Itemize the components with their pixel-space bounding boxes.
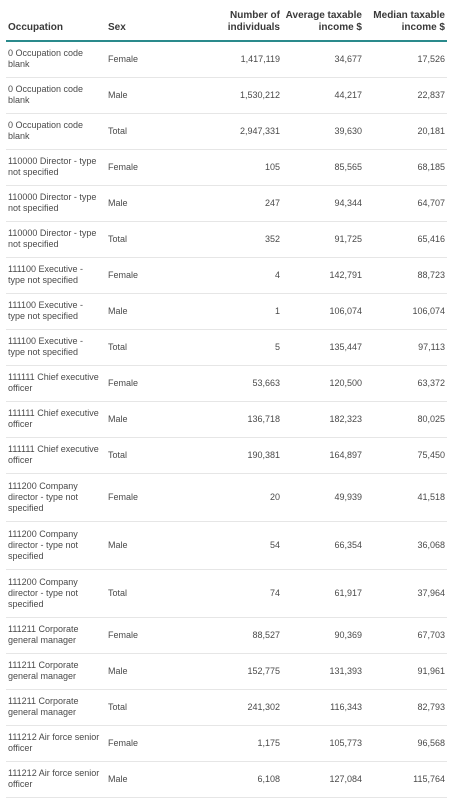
cell-median: 115,764 xyxy=(364,761,447,797)
cell-occupation: 111211 Corporate general manager xyxy=(6,689,106,725)
cell-sex: Female xyxy=(106,41,198,77)
cell-average: 90,369 xyxy=(282,617,364,653)
cell-number: 74 xyxy=(198,569,282,617)
cell-number: 88,527 xyxy=(198,617,282,653)
column-header-occupation[interactable]: Occupation xyxy=(6,0,106,41)
cell-occupation: 110000 Director - type not specified xyxy=(6,221,106,257)
cell-occupation: 111111 Chief executive officer xyxy=(6,401,106,437)
cell-number: 352 xyxy=(198,221,282,257)
cell-occupation: 111211 Corporate general manager xyxy=(6,653,106,689)
cell-occupation: 0 Occupation code blank xyxy=(6,113,106,149)
cell-number: 2,947,331 xyxy=(198,113,282,149)
table-row xyxy=(6,569,447,617)
cell-average: 182,323 xyxy=(282,401,364,437)
cell-occupation: 110000 Director - type not specified xyxy=(6,185,106,221)
table-row xyxy=(6,113,447,149)
cell-median: 67,703 xyxy=(364,617,447,653)
cell-sex: Male xyxy=(106,401,198,437)
cell-occupation: 111200 Company director - type not specified xyxy=(6,569,106,617)
cell-number: 1 xyxy=(198,293,282,329)
cell-median: 17,526 xyxy=(364,41,447,77)
cell-average: 116,343 xyxy=(282,689,364,725)
cell-occupation: 110000 Director - type not specified xyxy=(6,149,106,185)
table-row xyxy=(6,761,447,797)
cell-number: 4 xyxy=(198,257,282,293)
cell-median: 63,372 xyxy=(364,365,447,401)
cell-number: 1,530,212 xyxy=(198,77,282,113)
table-row xyxy=(6,365,447,401)
cell-sex: Total xyxy=(106,221,198,257)
table-row xyxy=(6,689,447,725)
table-row xyxy=(6,437,447,473)
table-row xyxy=(6,725,447,761)
cell-number: 20 xyxy=(198,473,282,521)
cell-sex: Male xyxy=(106,77,198,113)
cell-occupation: 111200 Company director - type not specified xyxy=(6,473,106,521)
cell-average: 91,725 xyxy=(282,221,364,257)
cell-average: 44,217 xyxy=(282,77,364,113)
cell-sex: Female xyxy=(106,365,198,401)
cell-occupation: 0 Occupation code blank xyxy=(6,41,106,77)
cell-sex: Female xyxy=(106,473,198,521)
cell-median: 106,074 xyxy=(364,293,447,329)
table-row xyxy=(6,293,447,329)
cell-median: 37,964 xyxy=(364,569,447,617)
cell-sex: Male xyxy=(106,761,198,797)
cell-occupation: 111111 Chief executive officer xyxy=(6,437,106,473)
cell-occupation: 111200 Company director - type not specified xyxy=(6,521,106,569)
cell-average: 39,630 xyxy=(282,113,364,149)
cell-sex: Total xyxy=(106,437,198,473)
cell-number: 136,718 xyxy=(198,401,282,437)
table-row xyxy=(6,521,447,569)
cell-occupation: 111211 Corporate general manager xyxy=(6,617,106,653)
cell-sex: Total xyxy=(106,113,198,149)
cell-number: 53,663 xyxy=(198,365,282,401)
cell-sex: Female xyxy=(106,257,198,293)
table-row xyxy=(6,617,447,653)
column-header-number[interactable]: Number of individuals xyxy=(198,0,282,41)
cell-median: 64,707 xyxy=(364,185,447,221)
cell-median: 68,185 xyxy=(364,149,447,185)
table-row xyxy=(6,149,447,185)
table-row xyxy=(6,221,447,257)
table-row xyxy=(6,473,447,521)
cell-average: 164,897 xyxy=(282,437,364,473)
cell-number: 105 xyxy=(198,149,282,185)
cell-occupation: 111212 Air force senior officer xyxy=(6,761,106,797)
cell-average: 34,677 xyxy=(282,41,364,77)
cell-number: 1,175 xyxy=(198,725,282,761)
cell-average: 120,500 xyxy=(282,365,364,401)
cell-median: 75,450 xyxy=(364,437,447,473)
table-row xyxy=(6,653,447,689)
cell-sex: Female xyxy=(106,617,198,653)
cell-average: 49,939 xyxy=(282,473,364,521)
cell-sex: Male xyxy=(106,185,198,221)
table-row xyxy=(6,401,447,437)
cell-sex: Male xyxy=(106,653,198,689)
cell-sex: Total xyxy=(106,689,198,725)
table-row xyxy=(6,329,447,365)
cell-median: 22,837 xyxy=(364,77,447,113)
cell-number: 247 xyxy=(198,185,282,221)
cell-median: 96,568 xyxy=(364,725,447,761)
table-row xyxy=(6,185,447,221)
cell-sex: Female xyxy=(106,725,198,761)
cell-sex: Total xyxy=(106,329,198,365)
cell-sex: Male xyxy=(106,521,198,569)
cell-number: 6,108 xyxy=(198,761,282,797)
income-table xyxy=(6,0,447,798)
cell-median: 91,961 xyxy=(364,653,447,689)
cell-sex: Female xyxy=(106,149,198,185)
cell-median: 41,518 xyxy=(364,473,447,521)
cell-number: 190,381 xyxy=(198,437,282,473)
cell-median: 80,025 xyxy=(364,401,447,437)
column-header-sex[interactable]: Sex xyxy=(106,0,198,41)
cell-number: 241,302 xyxy=(198,689,282,725)
cell-occupation: 111100 Executive - type not specified xyxy=(6,257,106,293)
cell-average: 142,791 xyxy=(282,257,364,293)
table-row xyxy=(6,77,447,113)
cell-occupation: 111212 Air force senior officer xyxy=(6,725,106,761)
cell-average: 94,344 xyxy=(282,185,364,221)
cell-number: 152,775 xyxy=(198,653,282,689)
cell-average: 66,354 xyxy=(282,521,364,569)
cell-average: 85,565 xyxy=(282,149,364,185)
cell-occupation: 111100 Executive - type not specified xyxy=(6,293,106,329)
table-header xyxy=(6,0,447,41)
cell-occupation: 111111 Chief executive officer xyxy=(6,365,106,401)
column-header-average[interactable]: Average taxable income $ xyxy=(282,0,364,41)
cell-number: 1,417,119 xyxy=(198,41,282,77)
cell-median: 97,113 xyxy=(364,329,447,365)
cell-number: 54 xyxy=(198,521,282,569)
cell-median: 65,416 xyxy=(364,221,447,257)
cell-average: 131,393 xyxy=(282,653,364,689)
cell-occupation: 0 Occupation code blank xyxy=(6,77,106,113)
cell-occupation: 111100 Executive - type not specified xyxy=(6,329,106,365)
cell-average: 106,074 xyxy=(282,293,364,329)
cell-average: 105,773 xyxy=(282,725,364,761)
cell-median: 88,723 xyxy=(364,257,447,293)
column-header-median[interactable]: Median taxable income $ xyxy=(364,0,447,41)
cell-average: 135,447 xyxy=(282,329,364,365)
cell-number: 5 xyxy=(198,329,282,365)
cell-median: 36,068 xyxy=(364,521,447,569)
cell-average: 127,084 xyxy=(282,761,364,797)
cell-sex: Male xyxy=(106,293,198,329)
cell-median: 20,181 xyxy=(364,113,447,149)
cell-average: 61,917 xyxy=(282,569,364,617)
table-body xyxy=(6,41,447,797)
cell-median: 82,793 xyxy=(364,689,447,725)
cell-sex: Total xyxy=(106,569,198,617)
table-row xyxy=(6,41,447,77)
table-row xyxy=(6,257,447,293)
